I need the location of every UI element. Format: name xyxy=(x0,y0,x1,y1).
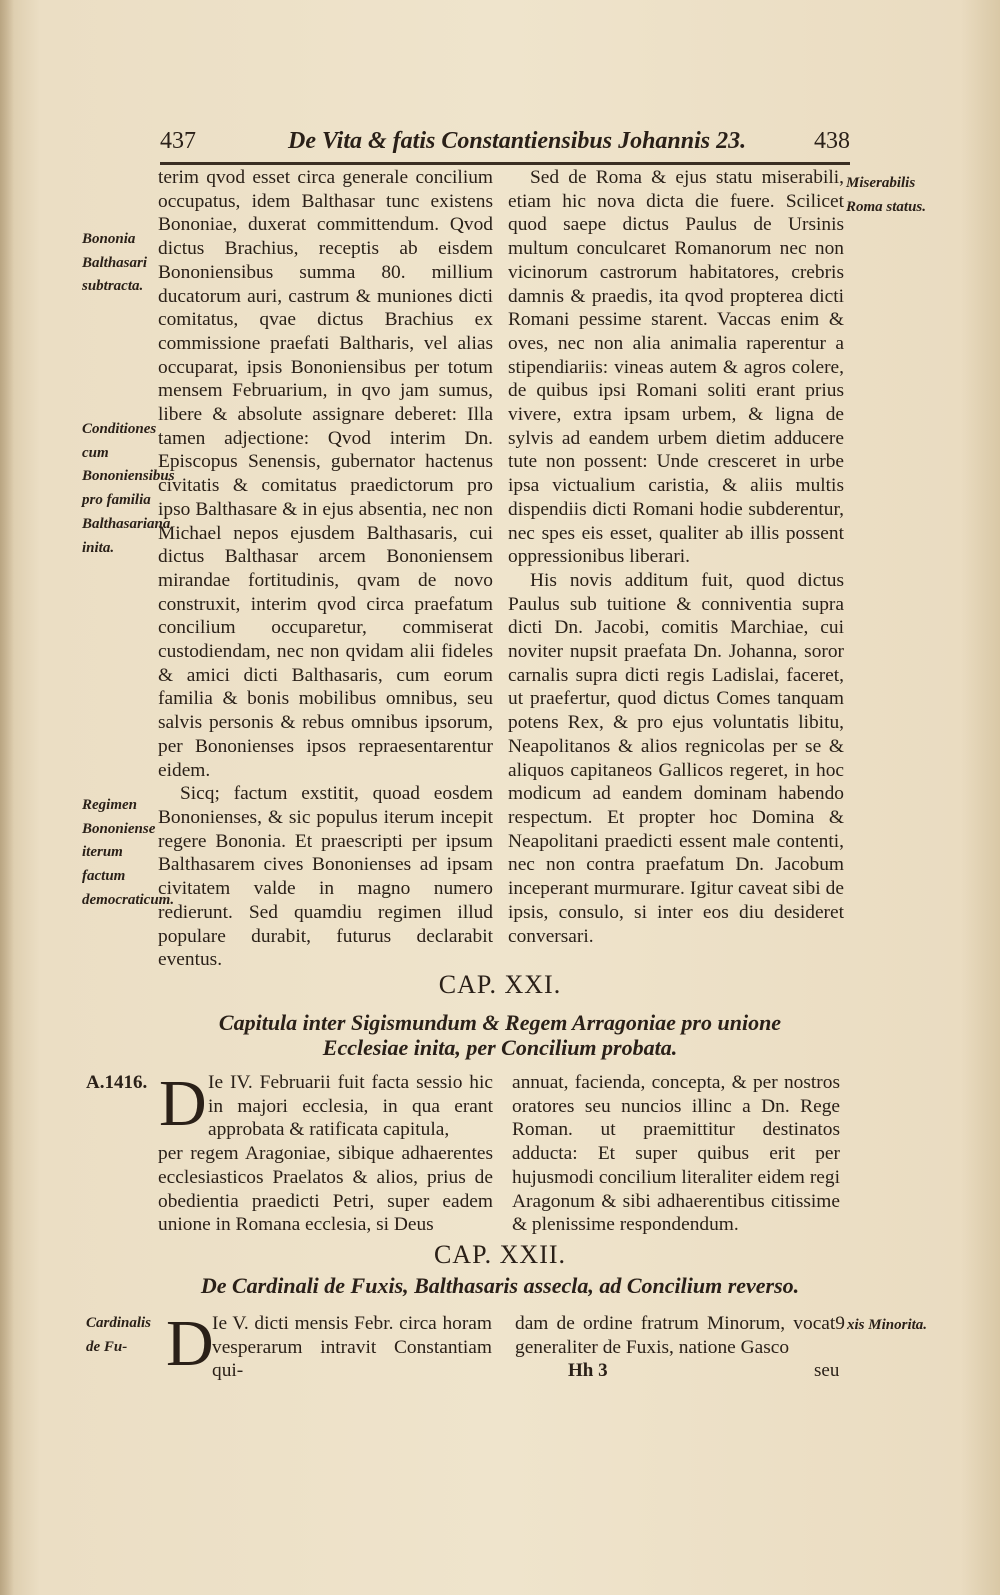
left-paragraph: Sicq; factum exstitit, quoad eosdem Bononienses, & sic populus iterum incepit regere Bononia. Et praescripti per ipsum Balthasarem cives Bononienses ad ipsam civitatem valde in magno numero redierunt. Sed quamdiu regimen illud populare durabit, futurus declarabit eventus. xyxy=(158,783,493,971)
spine-shadow xyxy=(0,0,14,1595)
catchword: seu xyxy=(814,1360,840,1381)
margin-note-regimen: Regimen Bononiense iterum factum democraticum. xyxy=(82,797,175,908)
drop-cap: D xyxy=(159,1067,207,1140)
running-title: De Vita & fatis Constantiensibus Johannis 23. xyxy=(288,128,747,154)
running-header xyxy=(160,128,850,162)
year-note: A.1416. xyxy=(86,1072,148,1093)
chapter-22-right-column xyxy=(515,1312,845,1359)
chapter-22-left-column xyxy=(212,1312,492,1383)
chapter-22-subtitle: De Cardinali de Fuxis, Balthasaris assecla, ad Concilium reverso. xyxy=(200,1273,800,1298)
signature-mark: Hh 3 xyxy=(568,1360,608,1381)
right-paragraph: His novis additum fuit, quod dictus Paulus sub tuitione & conniventia supra dicti Dn. Jacobi, comitis Marchiae, cui noviter nupsit praefata Dn. Johanna, soror carnalis supra dicti regis Ladislai, faceret, ut praefertur, quod dictus Comes tanquam potens Rex, & pro ejus voluntatis libitu, Neapolitanos & alios regnicolas per se & aliquos capitaneos Gallicos regeret, in hoc modicum ad eandem dominam habendo respectum. Et propter hoc Domina & Neapolitani praedicti essent male contenti, nec non contra praefatum Dn. Jacobum inceperant murmurare. Igitur caveat sibi de ipsis, consulo, si inter eos diu desideret conversari. xyxy=(508,569,844,947)
chapter-21-heading: CAP. XXI. xyxy=(438,970,562,999)
chapter-21-left-column xyxy=(158,1071,493,1237)
drop-cap: D xyxy=(166,1307,214,1380)
margin-note-conditiones: Conditiones cum Bononiensibus pro familia Balthasariana inita. xyxy=(82,421,175,556)
chapter-21-left-continued: per regem Aragoniae, sibique adhaerentes ecclesiasticos Praelatos & alios, prius de obedientia praedicti Petri, super eadem unione in Romana ecclesia, si Deus xyxy=(158,1143,493,1236)
left-paragraph: terim qvod esset circa generale concilium occupatus, idem Balthasar tunc existens Bononiae, duxerat committendum. Qvod dictus Brachius, receptis ab eisdem Bononiensibus summa 80. millium ducatorum auri, castrum & muniones dicti comitatus, qvae dictus Brachius ex commissione praefati Baltharis, vel alias occuparat, ipsis Bononiensibus per totum mensem Februarium, in qvo jam sumus, libere & absolute assignare deberet: Illa tamen adjectione: Qvod interim Dn. Episcopus Senensis, gubernator hactenus civitatis & comitatus praedictorum pro ipso Balthasare & in ejus absentia, nec non Michael nepos ejusdem Balthasaris, cui dictus Balthasar arcem Bononiensem mirandae fortitudinis, qvam de novo construxit, interim qvod circa praefatum concilium occuparetur, commiserat custodiendam, nec non qvidam alii fideles & amici dicti Balthasaris, cum eorum familia & bonis mobilibus omnibus, seu salvis personis & rebus omnibus ipsorum, per Bononienses ipsos repraesentarentur eidem. xyxy=(158,167,493,781)
chapter-21-right-text: annuat, facienda, concepta, & per nostros oratores seu nuncios illinc a Dn. Rege Roman. ut praemittitur destinatos adducta: Et super quibus erit per hujusmodi concilium literaliter eidem regi Aragonum & sibi adhaerentibus citissime & plenissime respondendum. xyxy=(512,1072,840,1236)
margin-note-bononia: Bononia Balthasari subtracta. xyxy=(82,231,148,295)
right-column xyxy=(508,166,844,948)
page-number-left: 437 xyxy=(160,128,196,154)
chapter-22-heading: CAP. XXII. xyxy=(433,1240,567,1269)
margin-note-cardinalis: Cardinalis de Fu- xyxy=(86,1315,152,1355)
left-column xyxy=(158,166,493,972)
margin-note-miserabilis: Miserabilis Roma status. xyxy=(846,175,927,215)
chapter-21-subtitle-line1: Capitula inter Sigismundum & Regem Arragoniae pro unione xyxy=(218,1010,782,1035)
chapter-21-right-column xyxy=(512,1071,840,1237)
page-number-right: 438 xyxy=(814,128,850,154)
chapter-22-left-text: Ie V. dicti mensis Febr. circa horam vesperarum intravit Constantiam qui- xyxy=(212,1313,492,1382)
chapter-21-subtitle xyxy=(150,1010,850,1060)
margin-note-minorita: xis Minorita. xyxy=(847,1317,928,1333)
chapter-22-right-text: dam de ordine fratrum Minorum, vocat9 generaliter de Fuxis, natione Gasco xyxy=(515,1313,845,1358)
right-paragraph: Sed de Roma & ejus statu miserabili, etiam hic nova dicta die fuere. Scilicet quod saepe dictus Paulus de Ursinis multum conculcaret Romanorum nec non vicinorum castrorum habitatores, crebris damnis & praedis, ita qvod propterea dicti Romani pessime starent. Vaccas enim & oves, nec non alia animalia raperentur a stipendiariis: vineas autem & agros colere, de quibus ipsi Romani soliti erant prius vivere, extra ipsam urbem, & ligna de sylvis ad eandem urbem dietim adducere tute non possent: Unde cresceret in urbe ipsa victualium caristia, & aliis multis dispendiis dicti Romani hodie subderentur, nec spes eis esset, qualiter ab illis possent oppressionibus liberari. xyxy=(508,167,844,568)
chapter-21-subtitle-line2: Ecclesiae inita, per Concilium probata. xyxy=(322,1035,678,1060)
header-rule xyxy=(160,162,850,165)
chapter-21-left-text: Ie IV. Februarii fuit facta sessio hic in majori ecclesia, in qua erant approbata & ratificata capitula, xyxy=(208,1072,493,1141)
